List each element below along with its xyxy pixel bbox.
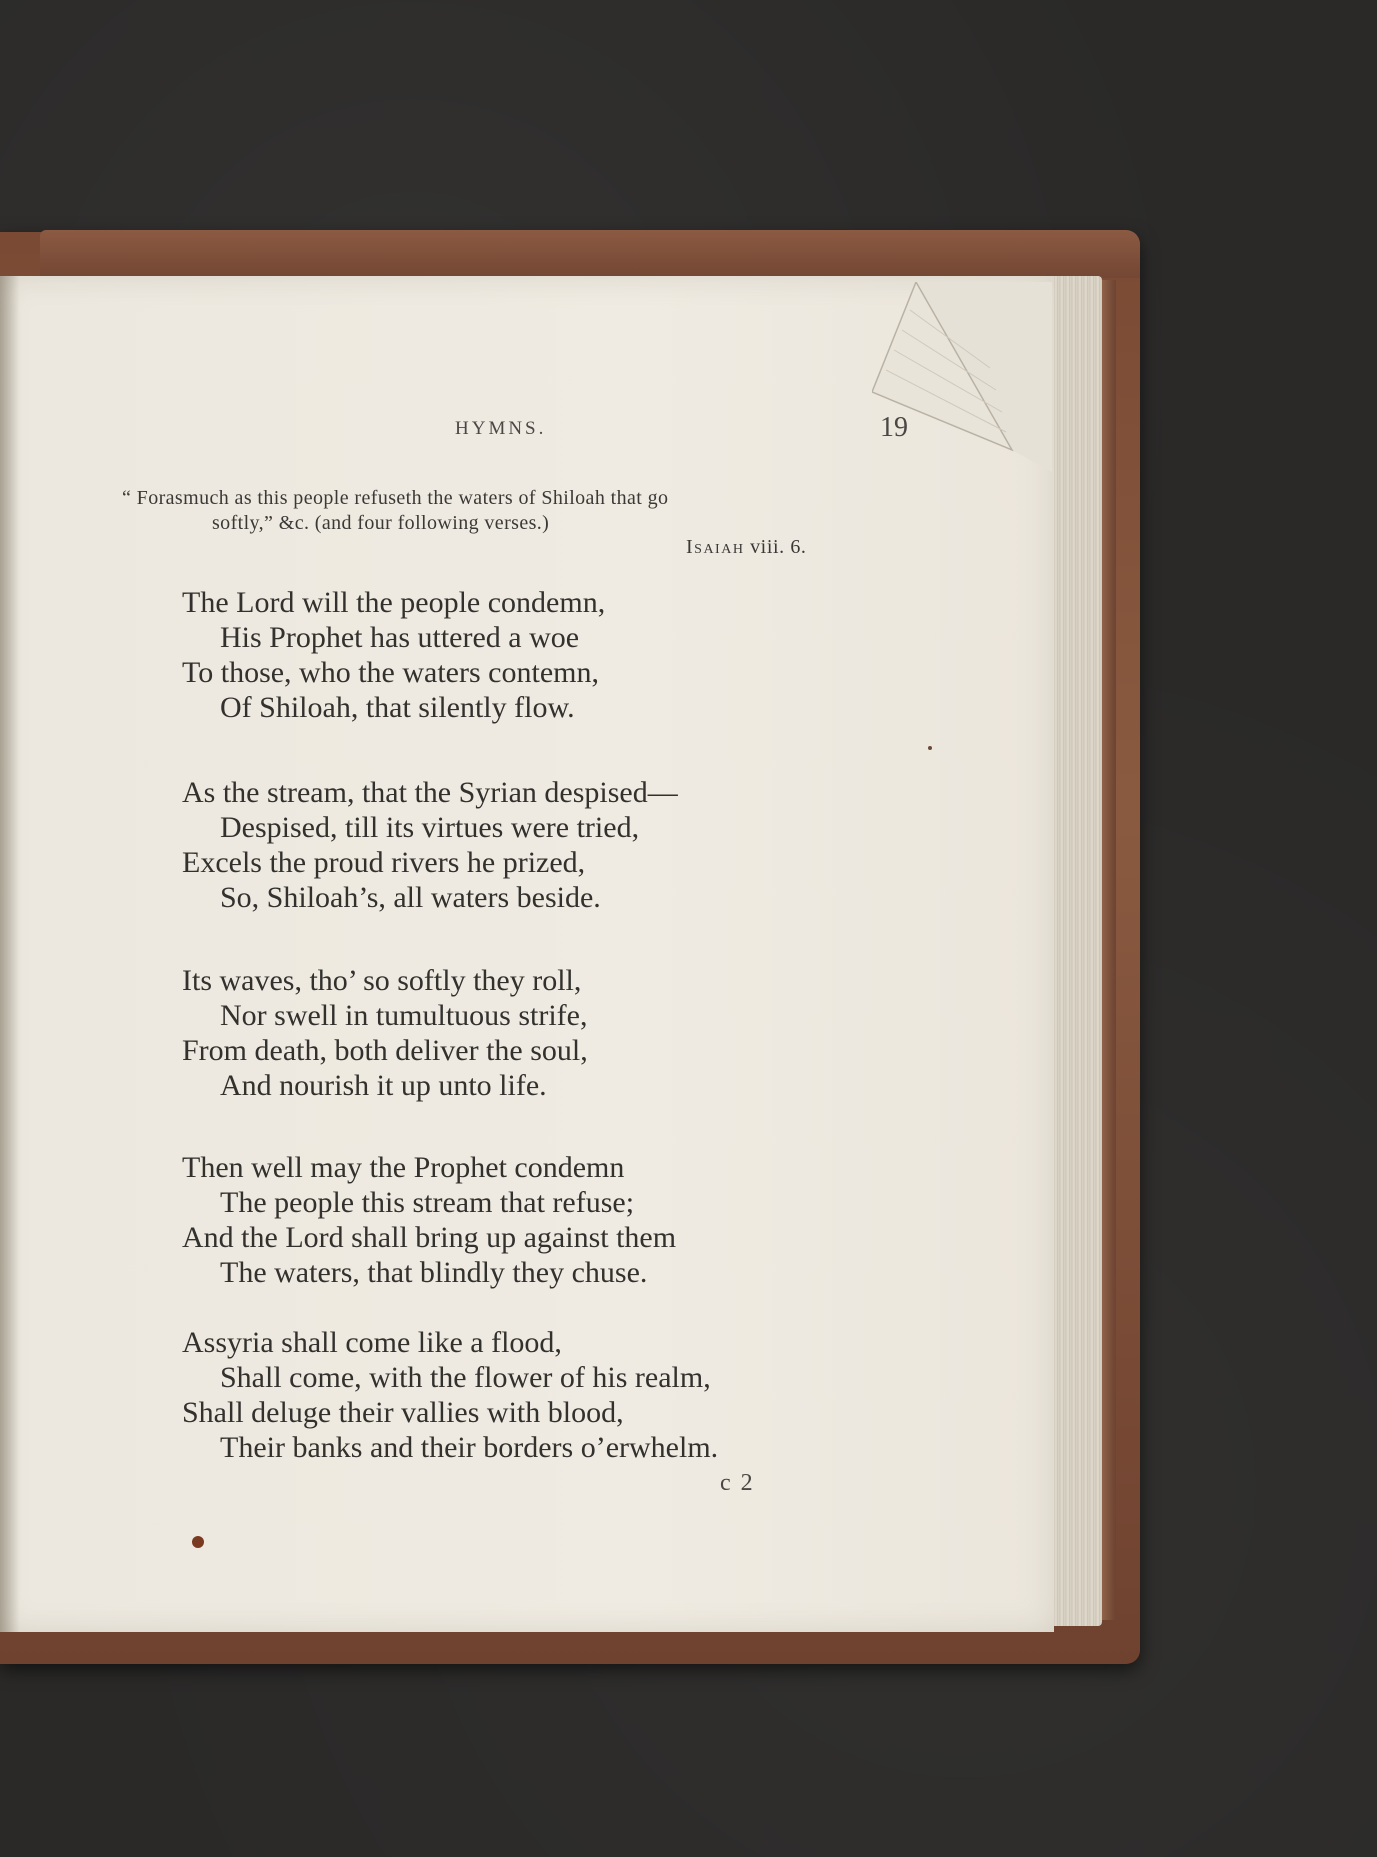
verse-line: Shall deluge their vallies with blood, [182,1396,624,1429]
verse-line: His Prophet has uttered a woe [220,621,580,654]
cover-right-edge [1102,280,1116,1620]
verse-line: The waters, that blindly they chuse. [220,1256,648,1289]
book-cover-top-edge [40,230,1140,278]
page-number: 19 [880,412,908,443]
verse-line: Of Shiloah, that silently flow. [220,691,575,724]
verse-line: Its waves, tho’ so softly they roll, [182,964,582,997]
ink-speck [928,746,932,750]
verse-line: Nor swell in tumultuous strife, [220,999,588,1032]
citation-reference: viii. 6. [750,536,807,558]
stanza-5 [182,1325,882,1465]
verse-line: So, Shiloah’s, all waters beside. [220,881,601,914]
verse-line: Their banks and their borders o’erwhelm. [220,1431,719,1464]
epigraph [122,486,902,536]
verse-line: And nourish it up unto life. [220,1069,547,1102]
verse-line: The people this stream that refuse; [220,1186,635,1219]
verse-line: And the Lord shall bring up against them [182,1221,677,1254]
page-gutter-shadow [0,276,20,1632]
stanza-2 [182,775,882,915]
stanza-1 [182,585,882,725]
signature-mark: c 2 [720,1470,755,1496]
verse-line: Shall come, with the flower of his realm, [220,1361,711,1394]
verse-line: Assyria shall come like a flood, [182,1326,562,1359]
stanza-3 [182,963,882,1103]
verse-line: The Lord will the people condemn, [182,586,606,619]
running-head: HYMNS. [455,418,547,439]
stanza-4 [182,1150,882,1290]
epigraph-line: softly,” &c. (and four following verses.) [212,512,550,534]
citation-book: Isaiah [686,536,745,558]
epigraph-line: “ Forasmuch as this people refuseth the waters of Shiloah that go [122,487,669,509]
verse-line: Then well may the Prophet condemn [182,1151,625,1184]
verse-line: Excels the proud rivers he prized, [182,846,586,879]
verse-line: Despised, till its virtues were tried, [220,811,640,844]
epigraph-citation [686,536,807,559]
verse-line: From death, both deliver the soul, [182,1034,588,1067]
ink-spot [192,1536,204,1548]
verse-line: As the stream, that the Syrian despised— [182,776,678,809]
verse-line: To those, who the waters contemn, [182,656,599,689]
